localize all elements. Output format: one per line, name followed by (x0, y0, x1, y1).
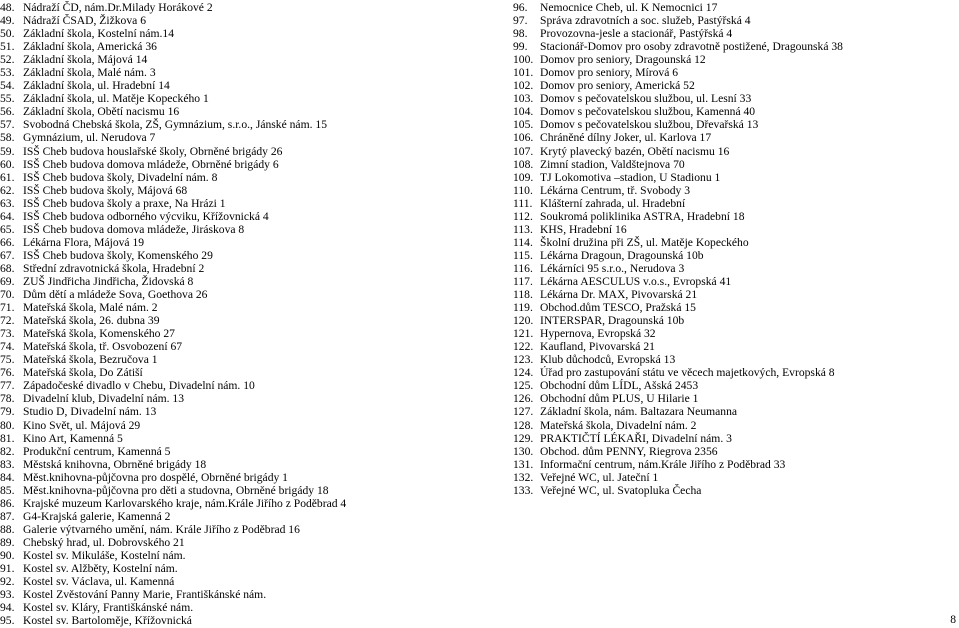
list-item (0, 405, 470, 418)
list-item-text: Obchod.dům TESCO, Pražská 15 (540, 301, 696, 315)
list-item (0, 92, 470, 105)
list-item (0, 262, 470, 275)
list-item (513, 118, 953, 131)
list-item-number: 83. (0, 457, 15, 471)
list-item (513, 27, 953, 40)
list-item (0, 601, 470, 614)
list-item-text: Lékárníci 95 s.r.o., Nerudova 3 (540, 261, 685, 275)
list-item-number: 59. (0, 144, 15, 158)
list-item (513, 366, 953, 379)
list-item-text: ISŠ Cheb budova houslařské školy, Obrněné brigády 26 (23, 144, 283, 158)
list-item (0, 432, 470, 445)
list-item-text: Mateřská škola, Komenského 27 (23, 327, 175, 341)
list-item-number: 118. (513, 288, 533, 302)
list-item-text: Chebský hrad, ul. Dobrovského 21 (23, 535, 185, 549)
list-item-text: Správa zdravotních a soc. služeb, Pastýřská 4 (540, 14, 751, 28)
list-item (513, 40, 953, 53)
list-item-number: 112. (513, 209, 533, 223)
list-item (0, 458, 470, 471)
list-item-text: Lékárna Dr. MAX, Pivovarská 21 (540, 288, 698, 302)
list-item-text: Veřejné WC, ul. Jateční 1 (540, 470, 659, 484)
list-item-text: Domov pro seniory, Dragounská 12 (540, 53, 706, 67)
list-item (0, 105, 470, 118)
list-item-number: 80. (0, 418, 15, 432)
list-item-text: Základní škola, Májová 14 (23, 53, 148, 67)
list-item (0, 171, 470, 184)
list-item (0, 288, 470, 301)
list-item-number: 132. (513, 470, 534, 484)
list-item-number: 102. (513, 79, 534, 93)
list-item (513, 314, 953, 327)
list-item-text: Obchodní dům PLUS, U Hilarie 1 (540, 392, 699, 406)
list-item-number: 99. (513, 40, 528, 54)
list-item-number: 123. (513, 353, 534, 367)
list-item-text: Domov pro seniory, Mírová 6 (540, 66, 679, 80)
list-item-text: Mateřská škola, Divadelní nám. 2 (540, 418, 697, 432)
list-item-number: 85. (0, 483, 15, 497)
list-item-number: 73. (0, 327, 15, 341)
list-item-text: Hypernova, Evropská 32 (540, 327, 656, 341)
list-item-number: 55. (0, 92, 15, 106)
list-item-number: 92. (0, 575, 15, 589)
list-item (0, 249, 470, 262)
list-item-number: 49. (0, 14, 15, 28)
list-item (0, 471, 470, 484)
list-item-text: Základní škola, ul. Matěje Kopeckého 1 (23, 92, 209, 106)
list-item-number: 75. (0, 353, 15, 367)
list-item-text: TJ Lokomotiva –stadion, U Stadionu 1 (540, 170, 721, 184)
list-item-text: Kaufland, Pivovarská 21 (540, 340, 655, 354)
list-item-number: 54. (0, 79, 15, 93)
list-item-number: 63. (0, 196, 15, 210)
list-item-text: Kino Art, Kamenná 5 (23, 431, 123, 445)
list-item-number: 131. (513, 457, 534, 471)
list-item-text: Informační centrum, nám.Krále Jiřího z Poděbrad 33 (540, 457, 786, 471)
list-item-number: 106. (513, 131, 534, 145)
list-item (513, 432, 953, 445)
list-item (513, 1, 953, 14)
list-item (0, 379, 470, 392)
list-item-number: 104. (513, 105, 534, 119)
list-item-text: Základní škola, Americká 36 (23, 40, 157, 54)
list-item-text: Měst.knihovna-půjčovna pro dospělé, Obrněné brigády 1 (23, 470, 288, 484)
list-item-text: ZUŠ Jindřicha Jindřicha, Židovská 8 (23, 274, 194, 288)
list-item-text: Provozovna-jesle a stacionář, Pastýřská 4 (540, 27, 733, 41)
list-item-text: Obchodní dům LÍDL, Ašská 2453 (540, 379, 699, 393)
list-item (513, 405, 953, 418)
list-item (513, 262, 953, 275)
list-item (513, 14, 953, 27)
list-item-number: 64. (0, 209, 15, 223)
list-item-number: 61. (0, 170, 15, 184)
list-item-text: Klub důchodců, Evropská 13 (540, 353, 676, 367)
list-item-text: Mateřská škola, Do Zátiší (23, 366, 143, 380)
list-item (0, 366, 470, 379)
list-item-text: Nemocnice Cheb, ul. K Nemocnici 17 (540, 1, 718, 14)
list-item-number: 79. (0, 405, 15, 419)
list-item (0, 53, 470, 66)
list-item-number: 66. (0, 235, 15, 249)
list-item-number: 65. (0, 222, 15, 236)
list-item (0, 562, 470, 575)
list-item (0, 392, 470, 405)
list-item-text: Úřad pro zastupování státu ve věcech majetkových, Evropská 8 (540, 366, 835, 380)
list-item-text: Kostel sv. Václava, ul. Kamenná (23, 575, 175, 589)
list-item (513, 471, 953, 484)
list-item (513, 79, 953, 92)
list-item-text: Kostel sv. Mikuláše, Kostelní nám. (23, 548, 186, 562)
list-item-text: ISŠ Cheb budova domova mládeže, Obrněné brigády 6 (23, 157, 279, 171)
list-item-number: 82. (0, 444, 15, 458)
list-item-number: 67. (0, 248, 15, 262)
list-item-number: 103. (513, 92, 534, 106)
list-item-text: INTERSPAR, Dragounská 10b (540, 314, 685, 328)
list-item-number: 51. (0, 40, 15, 54)
list-item-text: Západočeské divadlo v Chebu, Divadelní nám. 10 (23, 379, 255, 393)
list-item-number: 57. (0, 118, 15, 132)
list-item-number: 100. (513, 53, 534, 67)
list-item-number: 126. (513, 392, 534, 406)
list-item-text: PRAKTIČTÍ LÉKAŘI, Divadelní nám. 3 (540, 431, 732, 445)
list-item-text: Dům dětí a mládeže Sova, Goethova 26 (23, 288, 208, 302)
list-item-text: Domov s pečovatelskou službou, Dřevařská 13 (540, 118, 759, 132)
list-item-number: 115. (513, 248, 533, 262)
list-item-number: 53. (0, 66, 15, 80)
list-item (0, 66, 470, 79)
list-item-number: 120. (513, 314, 534, 328)
list-item-text: Lékárna Dragoun, Dragounská 10b (540, 248, 704, 262)
list-item (513, 53, 953, 66)
list-item-text: Kostel Zvěstování Panny Marie, Františkánské nám. (23, 588, 267, 602)
list-item-text: KHS, Hradební 16 (540, 222, 627, 236)
list-item (513, 92, 953, 105)
list-item-text: Měst.knihovna-půjčovna pro děti a studovna, Obrněné brigády 18 (23, 483, 329, 497)
list-item-number: 70. (0, 288, 15, 302)
list-item (0, 510, 470, 523)
list-item (0, 314, 470, 327)
list-item-number: 48. (0, 1, 15, 14)
list-item-text: Kostel sv. Bartoloměje, Křížovnická (23, 614, 192, 628)
list-item-number: 81. (0, 431, 15, 445)
list-item (513, 327, 953, 340)
list-item-number: 105. (513, 118, 534, 132)
right-column-list (513, 1, 953, 497)
list-item-text: Kostel sv. Kláry, Františkánské nám. (23, 601, 194, 615)
list-item (0, 14, 470, 27)
list-item-text: Základní škola, Obětí nacismu 16 (23, 105, 180, 119)
list-item (513, 392, 953, 405)
list-item (0, 536, 470, 549)
list-item (513, 105, 953, 118)
list-item-text: Základní škola, Kostelní nám.14 (23, 27, 175, 41)
list-item-number: 108. (513, 157, 534, 171)
list-item-number: 122. (513, 340, 534, 354)
list-item-number: 69. (0, 274, 15, 288)
list-item-text: Základní škola, ul. Hradební 14 (23, 79, 170, 93)
list-item-text: Produkční centrum, Kamenná 5 (23, 444, 171, 458)
list-item-number: 86. (0, 496, 15, 510)
left-column-list (0, 1, 470, 627)
list-item (513, 484, 953, 497)
list-item (513, 197, 953, 210)
list-item (513, 131, 953, 144)
list-item-text: Divadelní klub, Divadelní nám. 13 (23, 392, 184, 406)
list-item-number: 77. (0, 379, 15, 393)
list-item-text: ISŠ Cheb budova školy a praxe, Na Hrázi 1 (23, 196, 226, 210)
list-item-number: 52. (0, 53, 15, 67)
list-item (513, 353, 953, 366)
list-item (0, 549, 470, 562)
list-item (513, 379, 953, 392)
list-item-text: Lékárna Centrum, tř. Svobody 3 (540, 183, 691, 197)
list-item-text: Gymnázium, ul. Nerudova 7 (23, 131, 156, 145)
list-item-text: G4-Krajská galerie, Kamenná 2 (23, 509, 171, 523)
list-item-text: Mateřská škola, 26. dubna 39 (23, 314, 160, 328)
list-item (513, 419, 953, 432)
list-item-number: 91. (0, 562, 15, 576)
list-item (513, 340, 953, 353)
list-item-number: 121. (513, 327, 534, 341)
list-item-number: 95. (0, 614, 15, 628)
list-item-number: 98. (513, 27, 528, 41)
list-item (513, 210, 953, 223)
list-item (513, 301, 953, 314)
list-item-number: 76. (0, 366, 15, 380)
list-item (0, 340, 470, 353)
list-item-number: 72. (0, 314, 15, 328)
list-item (0, 445, 470, 458)
list-item-text: ISŠ Cheb budova domova mládeže, Jiráskova 8 (23, 222, 245, 236)
list-item-text: Kostel sv. Alžběty, Kostelní nám. (23, 562, 178, 576)
list-item (0, 275, 470, 288)
list-item-text: Lékárna AESCULUS v.o.s., Evropská 41 (540, 274, 732, 288)
list-item-text: Soukromá poliklinika ASTRA, Hradební 18 (540, 209, 745, 223)
list-item (0, 131, 470, 144)
list-item-text: Mateřská škola, Malé nám. 2 (23, 301, 158, 315)
list-item (513, 445, 953, 458)
list-item-text: Klášterní zahrada, ul. Hradební (540, 196, 686, 210)
list-item-number: 90. (0, 548, 15, 562)
list-item-number: 116. (513, 261, 533, 275)
list-item-text: Mateřská škola, Bezručova 1 (23, 353, 158, 367)
list-item (0, 575, 470, 588)
list-item-number: 101. (513, 66, 534, 80)
list-item (0, 27, 470, 40)
list-item (513, 171, 953, 184)
list-item-number: 58. (0, 131, 15, 145)
list-item-number: 74. (0, 340, 15, 354)
list-item (0, 1, 470, 14)
list-item (0, 327, 470, 340)
list-item (513, 288, 953, 301)
list-item-number: 62. (0, 183, 15, 197)
list-item-number: 87. (0, 509, 15, 523)
list-item-text: Domov s pečovatelskou službou, ul. Lesní 33 (540, 92, 752, 106)
list-item-text: Galerie výtvarného umění, nám. Krále Jiřího z Poděbrad 16 (23, 522, 300, 536)
list-item (513, 458, 953, 471)
list-item-number: 133. (513, 483, 534, 497)
list-item (0, 484, 470, 497)
list-item (0, 588, 470, 601)
list-item-number: 96. (513, 1, 528, 14)
list-item-text: Střední zdravotnická škola, Hradební 2 (23, 261, 205, 275)
list-item-number: 88. (0, 522, 15, 536)
list-item-text: Základní škola, Malé nám. 3 (23, 66, 156, 80)
list-item-number: 109. (513, 170, 534, 184)
list-item-number: 56. (0, 105, 15, 119)
list-item-number: 124. (513, 366, 534, 380)
list-item-number: 130. (513, 444, 534, 458)
list-item (0, 118, 470, 131)
list-item (0, 184, 470, 197)
list-item-number: 68. (0, 261, 15, 275)
list-item-number: 113. (513, 222, 533, 236)
list-item-text: ISŠ Cheb budova školy, Májová 68 (23, 183, 188, 197)
list-item-text: Lékárna Flora, Májová 19 (23, 235, 145, 249)
list-item-number: 127. (513, 405, 534, 419)
list-item-number: 94. (0, 601, 15, 615)
list-item (513, 236, 953, 249)
list-item-text: Domov pro seniory, Americká 52 (540, 79, 695, 93)
list-item (0, 614, 470, 627)
list-item-number: 107. (513, 144, 534, 158)
list-item (0, 301, 470, 314)
list-item (513, 275, 953, 288)
list-item (513, 223, 953, 236)
list-item-text: ISŠ Cheb budova odborného výcviku, Křížovnická 4 (23, 209, 269, 223)
list-item-text: Školní družina při ZŠ, ul. Matěje Kopeckého (540, 235, 749, 249)
list-item-number: 97. (513, 14, 528, 28)
list-item-number: 60. (0, 157, 15, 171)
list-item-text: Nádraží ČD, nám.Dr.Milady Horákové 2 (23, 1, 213, 14)
list-item (0, 497, 470, 510)
list-item-text: Obchod. dům PENNY, Riegrova 2356 (540, 444, 718, 458)
list-item (0, 236, 470, 249)
list-item-number: 71. (0, 301, 15, 315)
list-item-number: 110. (513, 183, 533, 197)
list-item (0, 210, 470, 223)
list-item (0, 40, 470, 53)
list-item (0, 145, 470, 158)
list-item-text: Mateřská škola, tř. Osvobození 67 (23, 340, 183, 354)
list-item (513, 66, 953, 79)
list-item (513, 249, 953, 262)
list-item-number: 128. (513, 418, 534, 432)
list-item-text: Městská knihovna, Obrněné brigády 18 (23, 457, 207, 471)
list-item-number: 117. (513, 274, 533, 288)
list-item-text: Veřejné WC, ul. Svatopluka Čecha (540, 483, 702, 497)
list-item (0, 223, 470, 236)
list-item-number: 93. (0, 588, 15, 602)
list-item-text: ISŠ Cheb budova školy, Divadelní nám. 8 (23, 170, 218, 184)
list-item-number: 84. (0, 470, 15, 484)
list-item (0, 353, 470, 366)
list-item-text: ISŠ Cheb budova školy, Komenského 29 (23, 248, 213, 262)
list-item-text: Krajské muzeum Karlovarského kraje, nám.Krále Jiřího z Poděbrad 4 (23, 496, 347, 510)
list-item-text: Zimní stadion, Valdštejnova 70 (540, 157, 685, 171)
list-item (0, 419, 470, 432)
list-item-number: 125. (513, 379, 534, 393)
list-item-text: Stacionář-Domov pro osoby zdravotně postižené, Dragounská 38 (540, 40, 843, 54)
list-item-text: Studio D, Divadelní nám. 13 (23, 405, 157, 419)
list-item-text: Nádraží ČSAD, Žižkova 6 (23, 14, 146, 28)
page-number: 8 (950, 613, 956, 626)
list-item (513, 158, 953, 171)
list-item-text: Chráněné dílny Joker, ul. Karlova 17 (540, 131, 712, 145)
list-item (0, 197, 470, 210)
list-item-text: Kino Svět, ul. Májová 29 (23, 418, 141, 432)
list-item (0, 79, 470, 92)
list-item-text: Základní škola, nám. Baltazara Neumanna (540, 405, 738, 419)
list-item-number: 129. (513, 431, 534, 445)
list-item (0, 158, 470, 171)
list-item (0, 523, 470, 536)
list-item-text: Svobodná Chebská škola, ZŠ, Gymnázium, s.r.o., Jánské nám. 15 (23, 118, 327, 132)
list-item-number: 114. (513, 235, 533, 249)
list-item-number: 111. (513, 196, 533, 210)
list-item (513, 184, 953, 197)
list-item-number: 78. (0, 392, 15, 406)
list-item-text: Domov s pečovatelskou službou, Kamenná 40 (540, 105, 756, 119)
list-item-number: 89. (0, 535, 15, 549)
list-item (513, 145, 953, 158)
list-item-number: 119. (513, 301, 533, 315)
list-item-text: Krytý plavecký bazén, Obětí nacismu 16 (540, 144, 730, 158)
list-item-number: 50. (0, 27, 15, 41)
